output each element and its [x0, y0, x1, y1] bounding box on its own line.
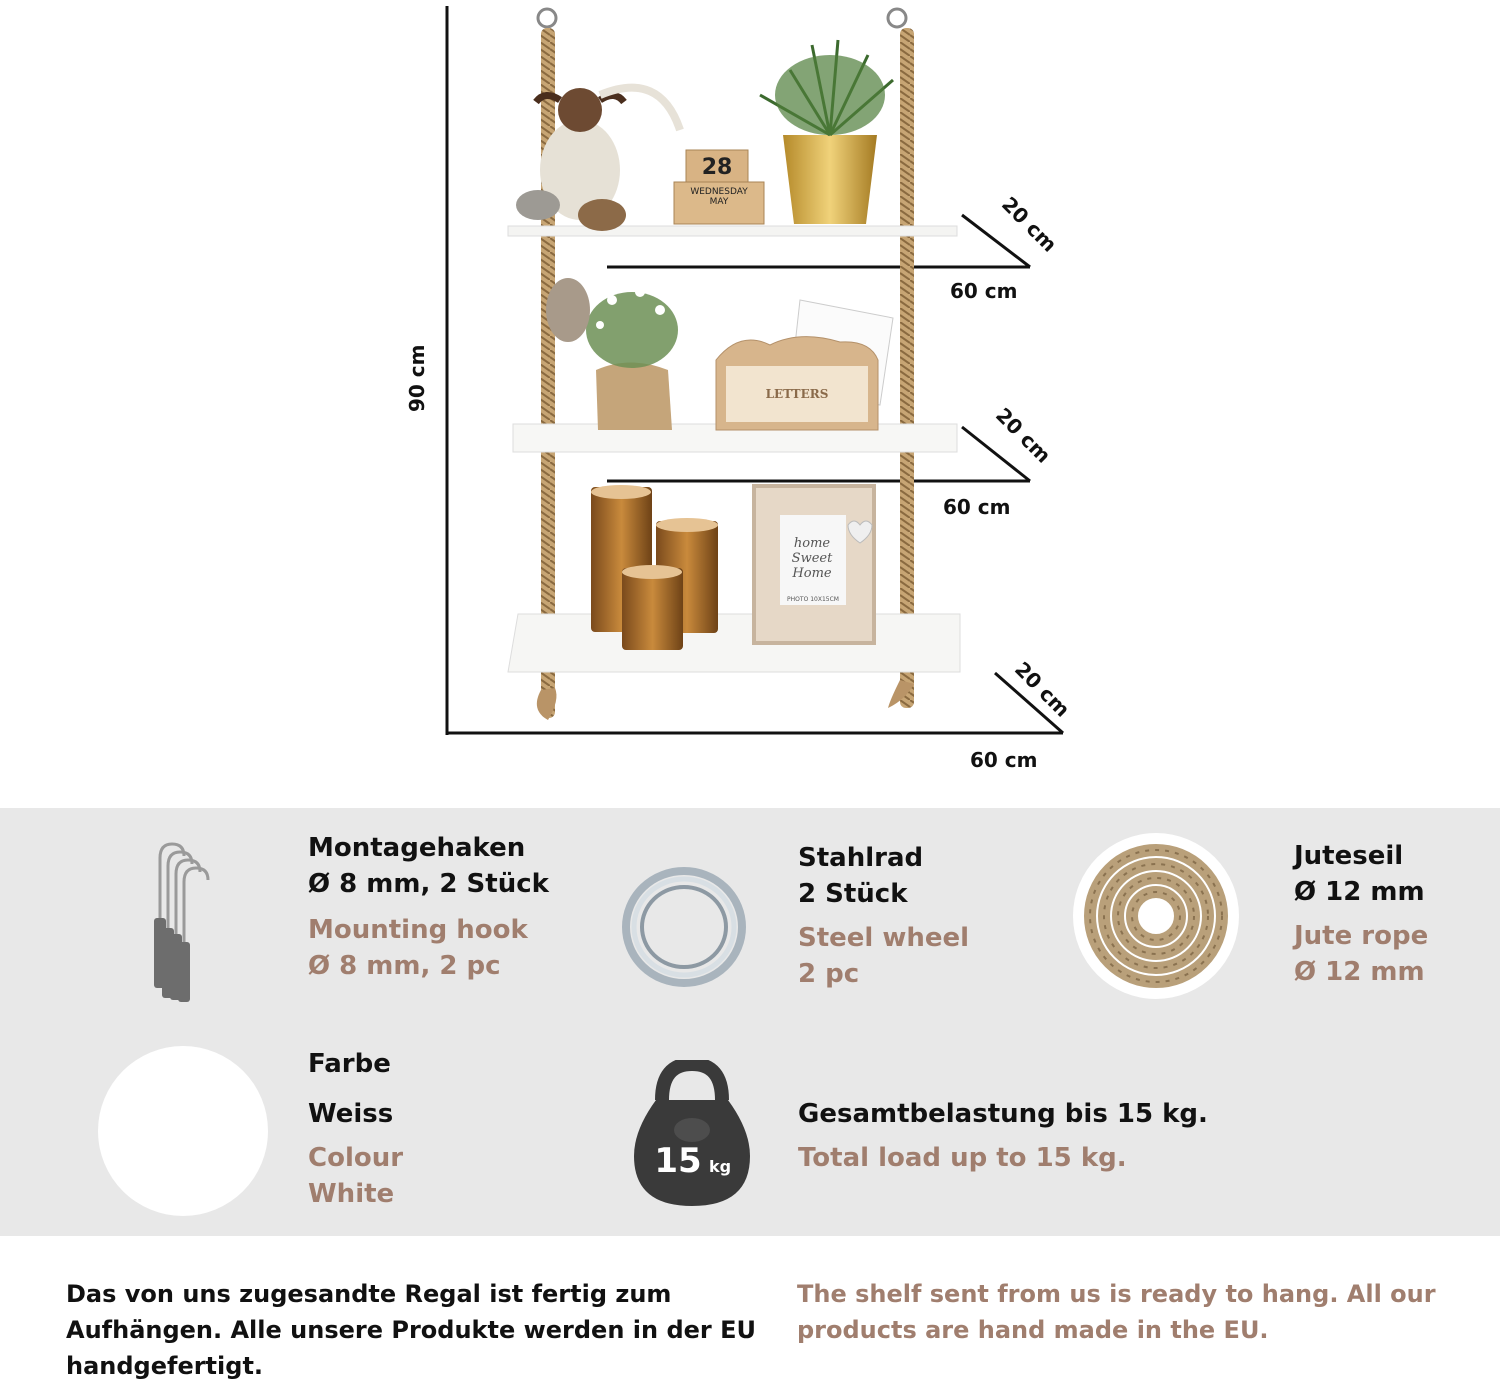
depth-label-bottom: 20 cm	[1010, 657, 1075, 722]
jute-rope-icon	[1072, 832, 1240, 1000]
depth-label-top: 20 cm	[997, 192, 1062, 257]
hook-text	[308, 830, 549, 984]
wheel-en-spec: 2 pc	[798, 959, 860, 989]
svg-text:PHOTO 10X15CM: PHOTO 10X15CM	[787, 596, 839, 603]
height-label: 90 cm	[405, 344, 429, 412]
rope-de-spec: Ø 12 mm	[1294, 877, 1425, 907]
hook-en-spec: Ø 8 mm, 2 pc	[308, 951, 501, 981]
footer-de-text: Das von uns zugesandte Regal ist fertig zum Aufhängen. Alle unsere Produkte werden in der EU handgefertigt.	[66, 1280, 756, 1380]
width-label-mid: 60 cm	[943, 495, 1011, 519]
wheel-de-title: Stahlrad	[798, 843, 924, 873]
rope-text	[1294, 838, 1428, 990]
footer	[0, 1236, 1500, 1383]
potted-plant-gold	[760, 40, 893, 224]
svg-text:kg: kg	[708, 1157, 732, 1176]
width-label-top: 60 cm	[950, 279, 1018, 303]
wooden-candle-holders	[591, 485, 718, 650]
features-panel	[0, 808, 1500, 1236]
steel-ring-right	[888, 9, 906, 27]
depth-label-mid: 20 cm	[991, 403, 1056, 468]
svg-text:home: home	[793, 536, 831, 551]
svg-text:LETTERS: LETTERS	[765, 387, 829, 401]
svg-text:Home: Home	[792, 566, 832, 581]
wheel-en-title: Steel wheel	[798, 923, 970, 953]
load-de: Gesamtbelastung bis 15 kg.	[798, 1099, 1208, 1129]
rope-en-title: Jute rope	[1294, 921, 1429, 951]
mounting-hook-icon	[140, 838, 220, 1008]
moose-leg	[546, 278, 590, 342]
svg-text:28: 28	[701, 155, 733, 180]
load-text	[798, 1096, 1208, 1176]
width-label-bottom: 60 cm	[970, 748, 1038, 772]
moose-toy	[516, 88, 680, 231]
svg-text:Sweet: Sweet	[791, 551, 833, 566]
hook-de-title: Montagehaken	[308, 833, 526, 863]
color-swatch	[98, 1046, 268, 1216]
wheel-de-spec: 2 Stück	[798, 879, 908, 909]
color-text	[308, 1046, 403, 1212]
svg-text:MAY: MAY	[709, 197, 729, 207]
wheel-text	[798, 840, 969, 992]
wooden-calendar	[674, 150, 764, 224]
svg-text:15: 15	[654, 1141, 702, 1181]
color-de-value: Weiss	[308, 1099, 394, 1129]
steel-ring-icon	[620, 866, 748, 988]
letter-box	[716, 300, 893, 430]
steel-ring-left	[538, 9, 556, 27]
color-en-value: White	[308, 1179, 395, 1209]
color-de-title: Farbe	[308, 1049, 391, 1079]
svg-text:WEDNESDAY: WEDNESDAY	[690, 187, 748, 197]
hook-de-spec: Ø 8 mm, 2 Stück	[308, 869, 549, 899]
weight-icon	[632, 1060, 752, 1210]
load-en: Total load up to 15 kg.	[798, 1143, 1127, 1173]
photo-frame	[754, 486, 874, 643]
color-en-title: Colour	[308, 1143, 404, 1173]
flower-pot	[586, 287, 678, 430]
rope-de-title: Juteseil	[1294, 841, 1404, 871]
footer-en-text: The shelf sent from us is ready to hang. All our products are hand made in the EU.	[797, 1280, 1436, 1344]
hook-en-title: Mounting hook	[308, 915, 528, 945]
rope-en-spec: Ø 12 mm	[1294, 957, 1425, 987]
